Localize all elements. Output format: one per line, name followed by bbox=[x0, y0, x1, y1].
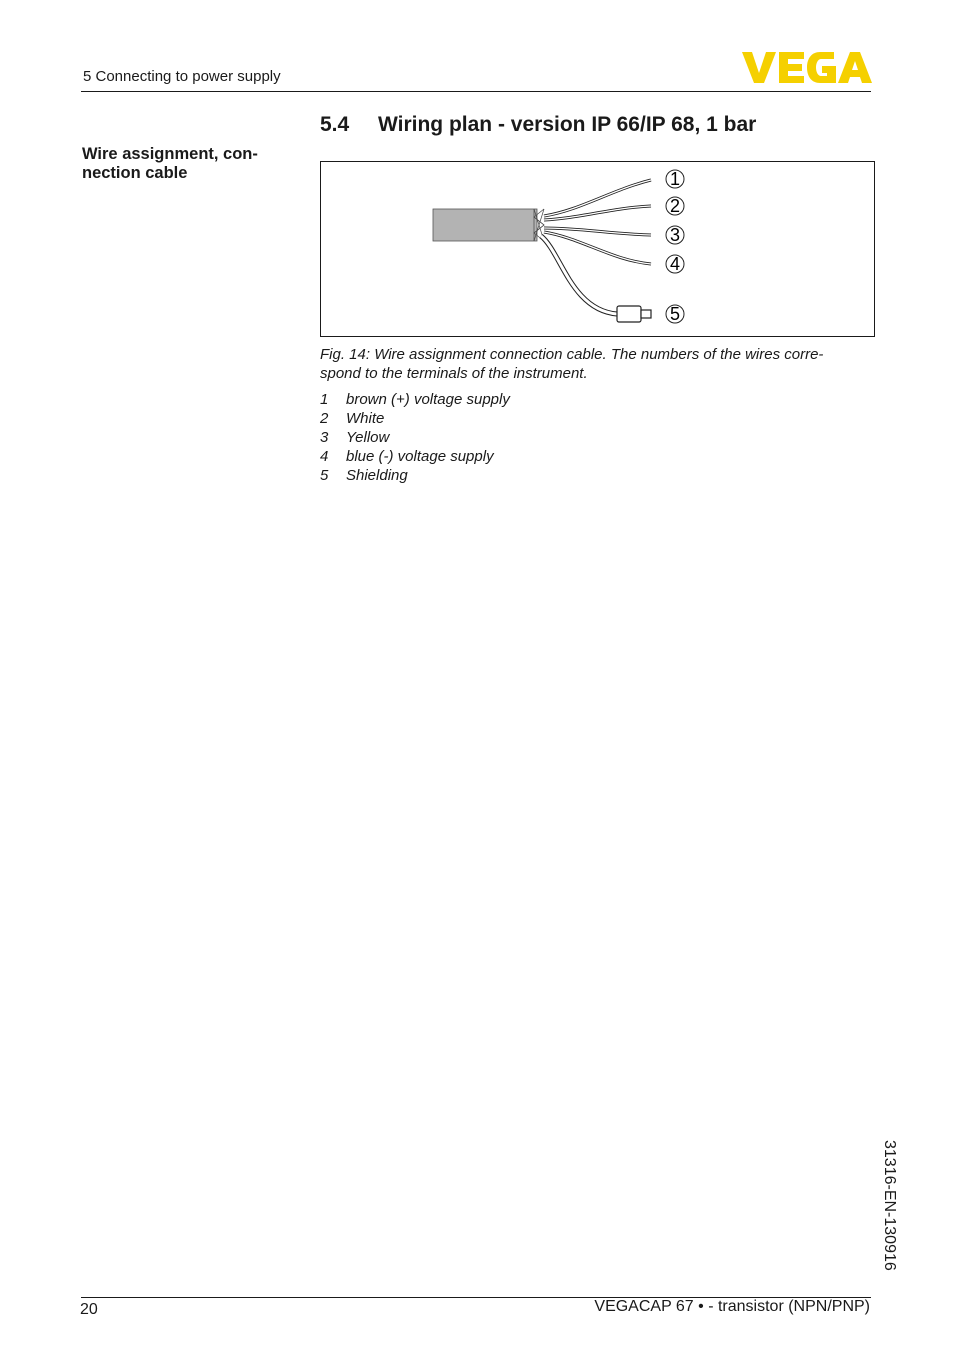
legend-number: 3 bbox=[320, 429, 329, 446]
cable-diagram bbox=[321, 162, 874, 336]
vega-logo bbox=[742, 52, 872, 84]
legend-text: brown (+) voltage supply bbox=[346, 391, 510, 408]
marker-4 bbox=[666, 254, 684, 274]
legend-text: blue (-) voltage supply bbox=[346, 448, 494, 465]
marker-4-label: 4 bbox=[669, 254, 681, 274]
figure-legend bbox=[320, 390, 510, 485]
legend-item bbox=[320, 466, 510, 485]
marker-5 bbox=[666, 304, 684, 324]
legend-number: 2 bbox=[320, 410, 329, 427]
sidebar-label-text: Wire assignment, con- nection cable bbox=[82, 145, 258, 182]
shield-ferrule bbox=[617, 306, 641, 322]
marker-3-label: 3 bbox=[669, 225, 681, 245]
marker-1-label: 1 bbox=[669, 169, 681, 189]
marker-3 bbox=[666, 225, 684, 245]
legend-text: White bbox=[346, 410, 385, 427]
marker-2 bbox=[666, 196, 684, 216]
page-number: 20 bbox=[80, 1301, 98, 1318]
wiring-figure bbox=[320, 161, 875, 337]
marker-2-label: 2 bbox=[669, 196, 681, 216]
document-number: 31316-EN-130916 bbox=[881, 1140, 898, 1271]
figure-caption bbox=[320, 345, 860, 383]
section-number: 5.4 bbox=[320, 113, 350, 136]
legend-item bbox=[320, 428, 510, 447]
chapter-heading: 5 Connecting to power supply bbox=[83, 68, 281, 85]
legend-text: Yellow bbox=[346, 429, 390, 446]
figure-caption-text: Fig. 14: Wire assignment connection cable. The numbers of the wires corre- spond to the terminals of the instrument. bbox=[320, 346, 824, 382]
legend-item bbox=[320, 447, 510, 466]
wire-5-shielding bbox=[541, 236, 617, 314]
legend-item bbox=[320, 390, 510, 409]
legend-number: 4 bbox=[320, 448, 329, 465]
legend-text: Shielding bbox=[346, 467, 408, 484]
section-title-text: Wiring plan - version IP 66/IP 68, 1 bar bbox=[378, 113, 757, 136]
product-name: VEGACAP 67 • - transistor (NPN/PNP) bbox=[594, 1298, 870, 1315]
cable-jacket bbox=[433, 209, 537, 241]
sidebar-label bbox=[82, 145, 287, 183]
marker-1 bbox=[666, 169, 684, 189]
legend-item bbox=[320, 409, 510, 428]
legend-number: 5 bbox=[320, 467, 329, 484]
legend-number: 1 bbox=[320, 391, 329, 408]
section-title bbox=[320, 113, 756, 137]
marker-5-label: 5 bbox=[669, 304, 681, 324]
header-divider bbox=[81, 91, 871, 92]
